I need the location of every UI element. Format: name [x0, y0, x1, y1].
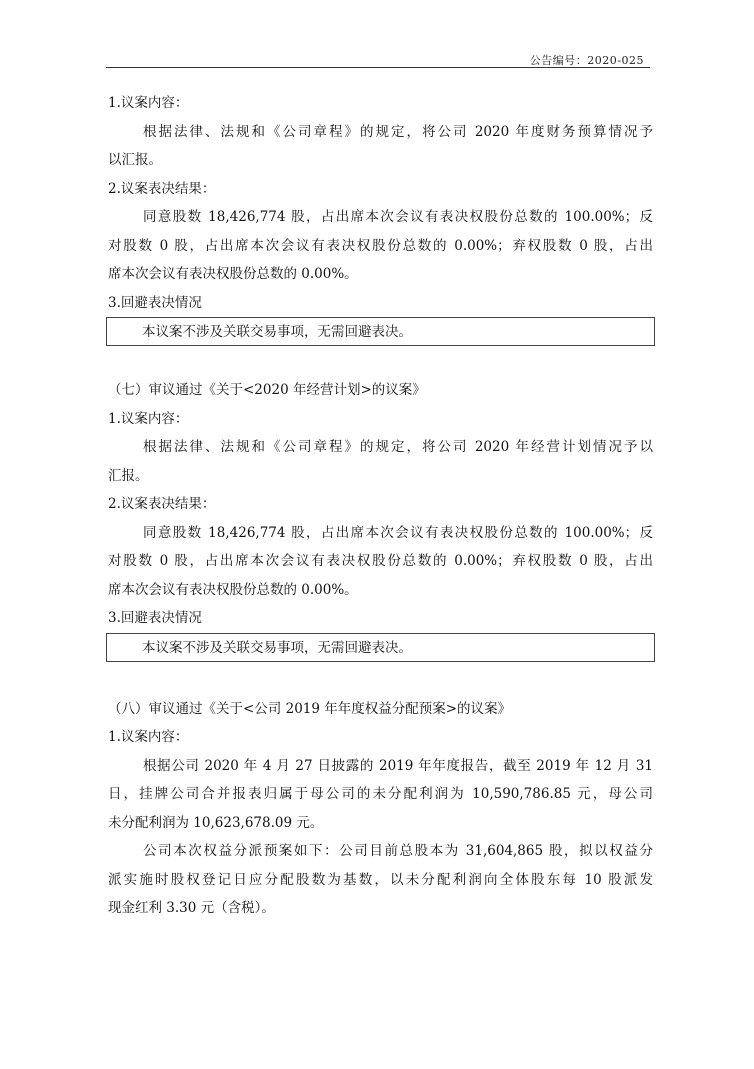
result-text-line: 席本次会议有表决权股份总数的 0.00%。: [108, 581, 358, 598]
result-label: 2.议案表决结果：: [108, 496, 216, 512]
spacer: [108, 662, 653, 695]
content-text-line: 根据公司 2020 年 4 月 27 日披露的 2019 年年度报告，截至 2019 年 12 月 31: [143, 757, 653, 774]
avoid-text-box: 本议案不涉及关联交易事项，无需回避表决。: [106, 317, 655, 346]
result-text-line: 同意股数 18,426,774 股，占出席本次会议有表决权股份总数的 100.00%；反: [143, 524, 653, 541]
content-label: 1.议案内容：: [108, 410, 189, 427]
avoid-label: 3.回避表决情况: [108, 294, 202, 311]
avoid-label: 3.回避表决情况: [108, 610, 202, 626]
content-text-line: 公司本次权益分派预案如下：公司目前总股本为 31,604,865 股，拟以权益分: [143, 843, 653, 859]
content-text-line: 日，挂牌公司合并报表归属于母公司的未分配利润为 10,590,786.85 元，母公司: [108, 786, 653, 802]
section-title: （七）审议通过《关于<2020 年经营计划>的议案》: [108, 382, 426, 398]
document-body: [108, 89, 653, 923]
content-text-line: 现金红利 3.30 元（含税）。: [108, 900, 275, 916]
avoid-text-box: 本议案不涉及关联交易事项，无需回避表决。: [106, 633, 655, 662]
announcement-number: 公告编号：2020-025: [529, 54, 644, 67]
section-title: （八）审议通过《关于<公司 2019 年年度权益分配预案>的议案》: [108, 700, 512, 717]
result-label: 2.议案表决结果：: [108, 180, 216, 197]
result-text-line: 席本次会议有表决权股份总数的 0.00%。: [108, 266, 358, 282]
content-label: 1.议案内容：: [108, 729, 189, 745]
result-text-line: 同意股数 18,426,774 股，占出席本次会议有表决权股份总数的 100.00%；反: [143, 209, 653, 225]
content-text-line: 根据法律、法规和《公司章程》的规定，将公司 2020 年经营计划情况予以: [143, 439, 653, 455]
content-text-line: 根据法律、法规和《公司章程》的规定，将公司 2020 年度财务预算情况予: [143, 123, 653, 140]
result-text-line: 对股数 0 股，占出席本次会议有表决权股份总数的 0.00%；弃权股数 0 股，占出: [108, 237, 653, 254]
result-text-line: 对股数 0 股，占出席本次会议有表决权股份总数的 0.00%；弃权股数 0 股，占出: [108, 553, 653, 569]
content-text-line: 以汇报。: [108, 152, 162, 168]
header-rule: [106, 67, 650, 68]
content-text-line: 未分配利润为 10,623,678.09 元。: [108, 814, 324, 831]
content-text-line: 派实施时股权登记日应分配股数为基数，以未分配利润向全体股东每 10 股派发: [108, 871, 653, 888]
content-text-line: 汇报。: [108, 467, 149, 484]
content-label: 1.议案内容：: [108, 95, 189, 111]
spacer: [108, 346, 653, 376]
